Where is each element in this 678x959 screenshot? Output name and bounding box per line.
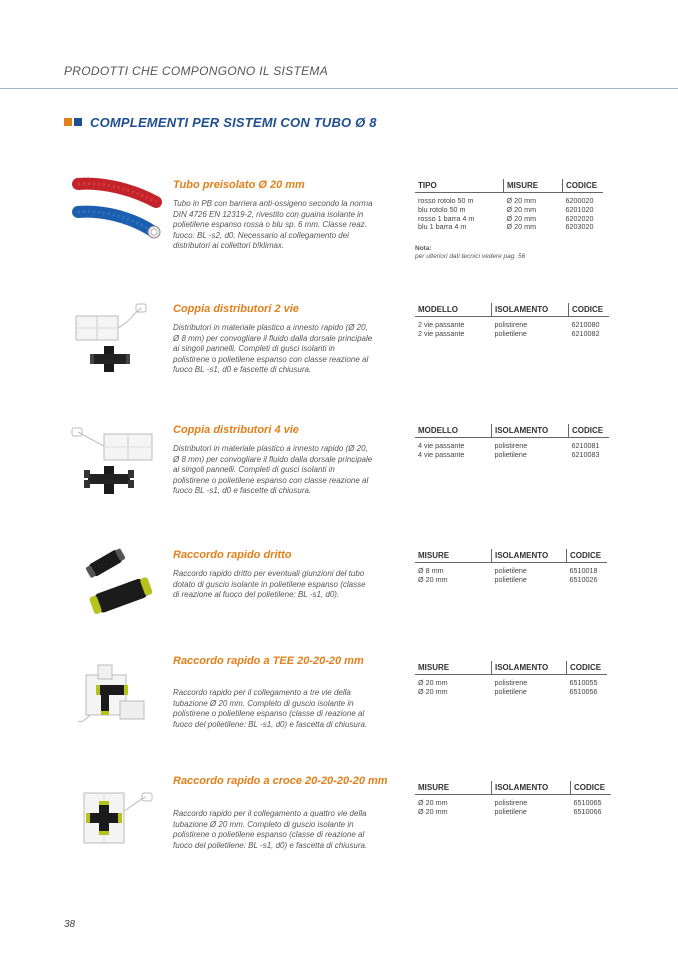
product-name: Raccordo rapido a TEE 20-20-20 mm: [173, 655, 364, 667]
product-name: Tubo preisolato Ø 20 mm: [173, 179, 305, 191]
table-cell: 6210083: [571, 449, 600, 459]
product-name: Coppia distributori 4 vie: [173, 424, 299, 436]
col-header: CODICE: [569, 303, 610, 317]
tee-coupler-image: [70, 661, 162, 733]
table-cell: 6203020: [565, 222, 594, 232]
straight-coupler-image: [70, 544, 162, 614]
table-cell: Ø 8 mm: [418, 566, 444, 575]
col-header: MISURE: [415, 781, 492, 795]
table-cell: 6510026: [569, 574, 598, 584]
table-cell: 6201020: [565, 204, 594, 214]
distributor-4-way-image: [70, 424, 162, 496]
table-cell: polietilene: [494, 806, 527, 816]
table-cell: polistirene: [494, 678, 528, 687]
table-cell: blu 1 barra 4 m: [418, 222, 467, 232]
table-cell: Ø 20 mm: [506, 196, 537, 205]
spec-table: [415, 661, 607, 697]
col-header: ISOLAMENTO: [492, 549, 567, 563]
table-cell: Ø 20 mm: [418, 798, 448, 807]
table-cell: polistirene: [494, 798, 528, 807]
product-description: Distributori in materiale plastico a innesto rapido (Ø 20, Ø 8 mm) per convogliare il fluido dalla dorsale principale ai singoli pannelli. Completi di gusci isolanti in polistirene o polietilene espanso con classe reazione al fuoco BL -s1, d0 e fascette di chiusura.: [173, 323, 373, 375]
blue-square-icon: [74, 118, 82, 126]
table-cell: rosso rotolo 50 m: [418, 196, 474, 205]
spec-table: [415, 781, 611, 817]
table-cell: Ø 20 mm: [418, 574, 448, 584]
table-cell: 6200020: [565, 196, 594, 205]
table-cell: rosso 1 barra 4 m: [418, 213, 475, 223]
table-row: [415, 808, 611, 817]
col-header: ISOLAMENTO: [492, 661, 567, 675]
col-header: MODELLO: [415, 424, 492, 438]
product-description: Raccordo rapido dritto per eventuali giunzioni del tubo dotato di guscio isolante in polietilene espanso (classe di reazione al fuoco del polietilene: BL -s1, d0).: [173, 569, 366, 600]
table-cell: 4 vie passante: [418, 441, 465, 450]
table-cell: Ø 20 mm: [506, 222, 537, 232]
table-cell: 6510018: [569, 566, 598, 575]
pipe-coil-image: [70, 174, 162, 246]
table-cell: polietilene: [494, 574, 527, 584]
spec-table: [415, 303, 609, 339]
table-row: [415, 795, 611, 808]
table-cell: polistirene: [494, 320, 528, 329]
spec-table: [415, 424, 609, 460]
table-row: [415, 330, 609, 339]
table-cell: polietilene: [494, 566, 527, 575]
product-name: Raccordo rapido dritto: [173, 549, 292, 561]
table-row: [415, 193, 603, 206]
table-cell: 6510056: [569, 686, 598, 696]
col-header: TIPO: [415, 179, 504, 193]
product-name: Raccordo rapido a croce 20-20-20-20 mm: [173, 775, 388, 787]
col-header: CODICE: [567, 661, 608, 675]
table-cell: 6202020: [565, 213, 594, 223]
table-row: [415, 451, 609, 460]
product-description: Raccordo rapido per il collegamento a quattro vie della tubazione Ø 20 mm. Completo di guscio isolante in polistirene o polietilene espanso (classe di reazione al fuoco del polietilene: BL -s1, d0) e fascetta di chiusura.: [173, 809, 368, 850]
spec-table: [415, 179, 603, 232]
table-cell: 6210081: [571, 441, 600, 450]
table-row: [415, 563, 607, 576]
note-text: per ulteriori dati tecnici vedere pag. 56: [415, 253, 526, 260]
table-row: [415, 317, 609, 330]
table-cell: polistirene: [494, 441, 528, 450]
table-cell: Ø 20 mm: [418, 678, 448, 687]
table-cell: Ø 20 mm: [506, 213, 537, 223]
section-title-row: [64, 113, 377, 131]
product-description: Distributori in materiale plastico a innesto rapido (Ø 20, Ø 8 mm) per convogliare il fluido dalla dorsale principale ai singoli pannelli. Completi di gusci isolanti in polistirene o polietilene espanso con classe reazione al fuoco BL -s1, d0 e fascette di chiusura.: [173, 444, 373, 496]
col-header: MODELLO: [415, 303, 492, 317]
table-cell: 6510066: [573, 806, 602, 816]
col-header: CODICE: [567, 549, 608, 563]
table-cell: polietilene: [494, 449, 527, 459]
table-cell: 6210082: [571, 328, 600, 338]
col-header: MISURE: [415, 549, 492, 563]
table-cell: Ø 20 mm: [418, 806, 448, 816]
page-number: 38: [64, 919, 76, 930]
table-cell: polietilene: [494, 686, 527, 696]
table-cell: 6510055: [569, 678, 598, 687]
table-note: [415, 245, 525, 261]
col-header: MISURE: [415, 661, 492, 675]
orange-square-icon: [64, 118, 72, 126]
table-cell: 2 vie passante: [418, 328, 465, 338]
table-cell: 6210080: [571, 320, 600, 329]
table-cell: Ø 20 mm: [418, 686, 448, 696]
col-header: CODICE: [571, 781, 612, 795]
table-cell: 2 vie passante: [418, 320, 465, 329]
note-label: Nota:: [415, 245, 432, 252]
product-name: Coppia distributori 2 vie: [173, 303, 299, 315]
table-cell: Ø 20 mm: [506, 204, 537, 214]
table-cell: blu rotolo 50 m: [418, 204, 466, 214]
table-row: [415, 438, 609, 451]
table-row: [415, 675, 607, 688]
col-header: CODICE: [563, 179, 604, 193]
product-description: Tubo in PB con barriera anti-ossigeno secondo la norma DIN 4726 EN 12319-2, rivestito con guaina isolante in polietilene espanso rossa o blu sp. 6 mm. Classe reaz. fuoco: BL -s2, d0. Necessario al collegamento dei distributori ai collettori b!klimax.: [173, 199, 373, 251]
page-header: PRODOTTI CHE COMPONGONO IL SISTEMA: [64, 64, 329, 78]
table-row: [415, 688, 607, 697]
header-divider: [0, 88, 678, 89]
table-row: [415, 223, 603, 232]
col-header: ISOLAMENTO: [492, 781, 571, 795]
table-cell: polietilene: [494, 328, 527, 338]
cross-coupler-image: [70, 783, 162, 855]
section-title: COMPLEMENTI PER SISTEMI CON TUBO Ø 8: [90, 114, 377, 130]
col-header: MISURE: [504, 179, 563, 193]
col-header: CODICE: [569, 424, 610, 438]
table-cell: 6510065: [573, 798, 602, 807]
table-row: [415, 576, 607, 585]
col-header: ISOLAMENTO: [492, 424, 569, 438]
product-description: Raccordo rapido per il collegamento a tre vie della tubazione Ø 20 mm. Completo di guscio isolante in polistirene o polietilene espanso (classe di reazione al fuoco del polietilene: BL -s1, d0) e fascetta di chiusura.: [173, 688, 368, 729]
table-cell: 4 vie passante: [418, 449, 465, 459]
col-header: ISOLAMENTO: [492, 303, 569, 317]
spec-table: [415, 549, 607, 585]
distributor-2-way-image: [70, 302, 162, 374]
